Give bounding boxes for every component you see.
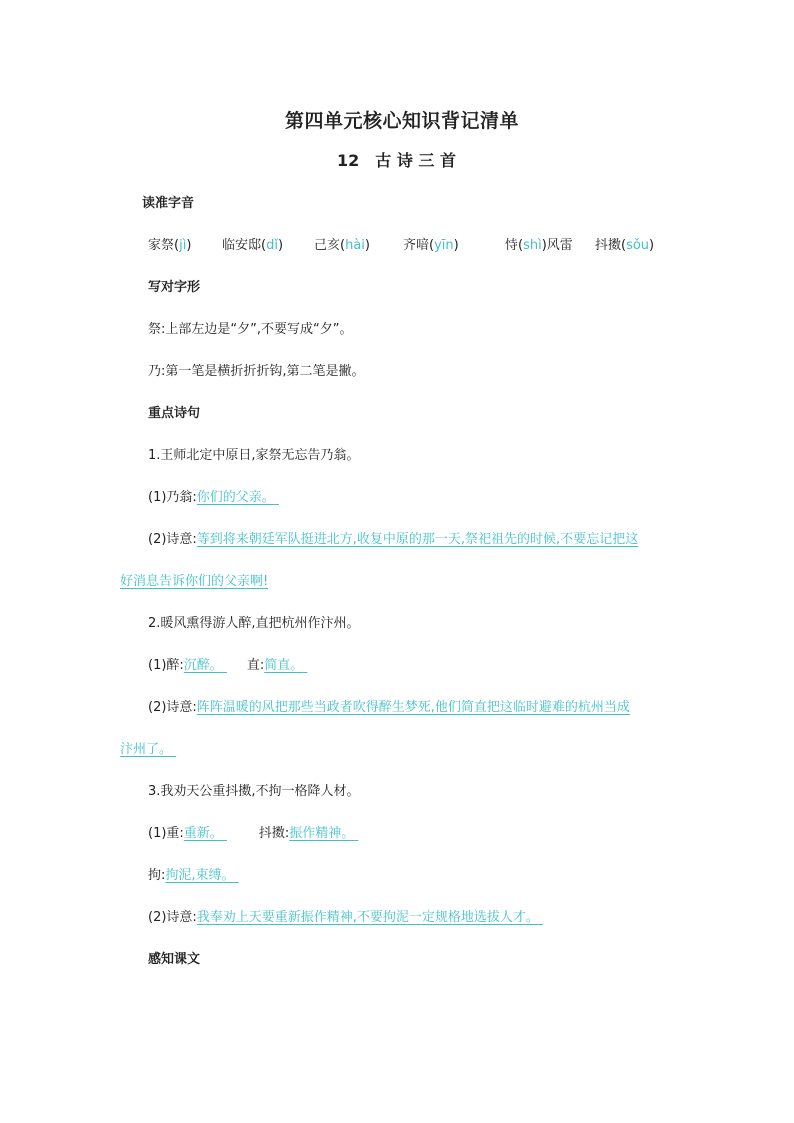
annotation-label: 抖擞: xyxy=(258,826,290,841)
glyph-note-1: 祭:上部左边是“夕”,不要写成“夕”。 xyxy=(148,322,353,337)
lesson-title: 12 古 诗 三 首 xyxy=(337,151,456,170)
annotation-label: (1)重: xyxy=(148,826,184,841)
annotation-row xyxy=(148,822,362,841)
pronunciation-item xyxy=(403,234,459,253)
annotation-answer: 我奉劝上天要重新振作精神,不要拘泥一定规格地选拔人才。 xyxy=(196,910,539,925)
annotation-answer: 汴州了。 xyxy=(120,742,173,757)
page-title: 第四单元核心知识背记清单 xyxy=(285,110,520,132)
poem-line-1: 1.王师北定中原日,家祭无忘告乃翁。 xyxy=(148,448,360,463)
annotation-row-cont xyxy=(120,570,268,589)
annotation-label: (1)乃翁: xyxy=(148,490,197,505)
glyph-note-2: 乃:第一笔是横折折折钩,第二笔是撇。 xyxy=(148,364,365,379)
annotation-answer: 沉醉。 xyxy=(183,658,223,673)
annotation-label: 直: xyxy=(246,658,265,673)
pinyin: jì xyxy=(179,238,187,253)
pinyin: sǒu xyxy=(626,238,650,253)
annotation-row xyxy=(148,906,545,925)
annotation-row xyxy=(148,864,241,883)
word-close: ) xyxy=(649,238,655,253)
word: 家祭( xyxy=(148,238,180,253)
pronunciation-item xyxy=(505,234,573,253)
pronunciation-item xyxy=(148,234,191,253)
section-heading-glyph: 写对字形 xyxy=(148,280,201,295)
word: 恃( xyxy=(505,238,524,253)
word-close: ) xyxy=(277,238,284,253)
annotation-label: (2)诗意: xyxy=(148,700,197,715)
section-heading-key-lines: 重点诗句 xyxy=(148,406,201,421)
annotation-row xyxy=(148,696,630,715)
word-close: ) xyxy=(364,238,370,253)
annotation-label: (2)诗意: xyxy=(148,910,197,925)
word-close: ) xyxy=(186,238,192,253)
pronunciation-item xyxy=(222,234,283,253)
word: 临安邸( xyxy=(222,238,267,253)
word: 齐喑( xyxy=(403,238,435,253)
word: 抖擞( xyxy=(595,238,627,253)
annotation-label: (1)醉: xyxy=(148,658,184,673)
word-close: ) xyxy=(453,238,459,253)
pinyin: shì xyxy=(523,238,542,253)
pronunciation-item xyxy=(595,234,654,253)
annotation-row xyxy=(148,528,638,547)
annotation-answer: 阵阵温暖的风把那些当政者吹得醉生梦死,他们简直把这临时避难的杭州当成 xyxy=(196,700,630,715)
annotation-row-cont xyxy=(120,738,180,757)
annotation-answer: 好消息告诉你们的父亲啊! xyxy=(120,574,269,589)
annotation-label: 拘: xyxy=(148,868,166,883)
annotation-answer: 等到将来朝廷军队挺进北方,收复中原的那一天,祭祀祖先的时候,不要忘记把这 xyxy=(196,532,639,547)
annotation-answer: 你们的父亲。 xyxy=(196,490,275,505)
poem-line-2: 2.暖风熏得游人醉,直把杭州作汴州。 xyxy=(148,616,360,631)
section-heading-pronunciation: 读准字音 xyxy=(142,196,195,211)
annotation-answer: 拘泥,束缚。 xyxy=(165,868,235,883)
poem-line-3: 3.我劝天公重抖擞,不拘一格降人材。 xyxy=(148,784,360,799)
annotation-answer: 振作精神。 xyxy=(289,826,355,841)
annotation-answer: 简直。 xyxy=(264,658,304,673)
annotation-row xyxy=(148,486,287,505)
annotation-answer: 重新。 xyxy=(183,826,223,841)
pinyin: dǐ xyxy=(266,238,278,253)
pronunciation-item xyxy=(314,234,370,253)
pinyin: yīn xyxy=(434,238,454,253)
word-close: )风雷 xyxy=(541,238,573,253)
section-heading-text: 感知课文 xyxy=(148,952,201,967)
pinyin: hài xyxy=(345,238,365,253)
annotation-row xyxy=(148,654,311,673)
word: 己亥( xyxy=(314,238,346,253)
annotation-label: (2)诗意: xyxy=(148,532,197,547)
